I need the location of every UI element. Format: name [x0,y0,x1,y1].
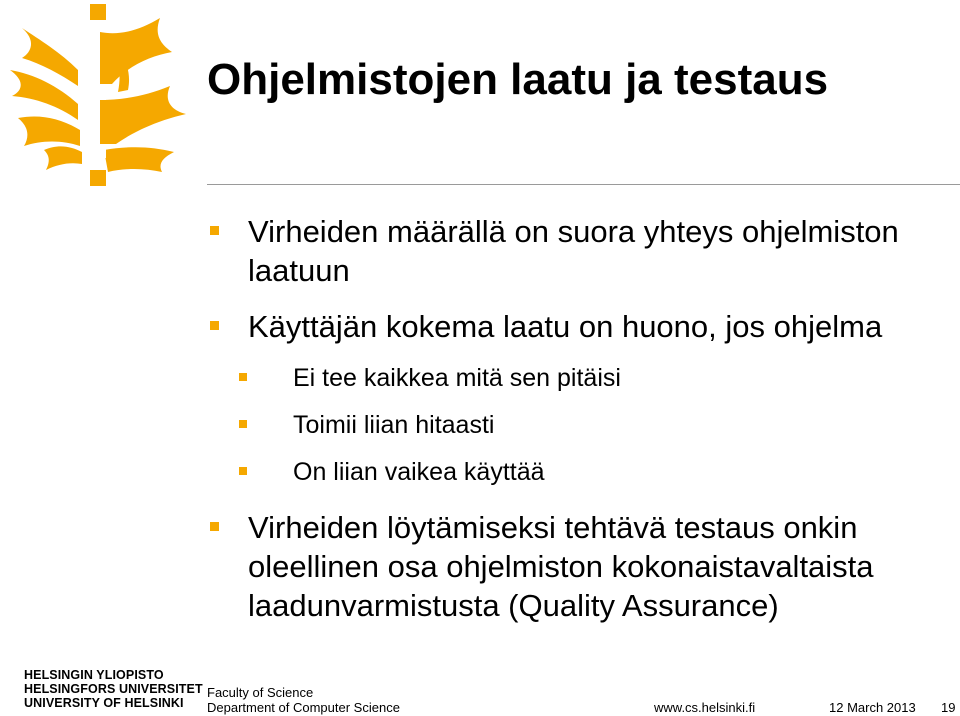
footer-department: Department of Computer Science [207,700,400,715]
university-name-sv: HELSINGFORS UNIVERSITET [24,682,203,696]
square-bullet-icon [210,321,219,330]
sub-bullet-text: On liian vaikea käyttää [293,458,545,486]
slide-title: Ohjelmistojen laatu ja testaus [207,55,829,104]
bullet-item [210,508,955,625]
university-name-en: UNIVERSITY OF HELSINKI [24,696,184,710]
square-bullet-icon [239,467,247,475]
bullet-item [210,212,955,290]
bullet-item [210,307,955,346]
footer-date: 12 March 2013 [829,700,916,715]
square-bullet-icon [239,373,247,381]
footer-url: www.cs.helsinki.fi [654,700,756,715]
square-bullet-icon [210,226,219,235]
sub-bullet-item [210,457,955,488]
footer-faculty: Faculty of Science [207,685,314,700]
sub-bullet-text: Toimii liian hitaasti [293,411,495,439]
flame-logo-icon [0,0,200,195]
square-bullet-icon [210,522,219,531]
bullet-text: Virheiden löytämiseksi tehtävä testaus onkin oleellinen osa ohjelmiston kokonaistavaltaista laadunvarmistusta (Quality Assurance) [248,510,874,623]
bullet-text: Käyttäjän kokema laatu on huono, jos ohjelma [248,309,883,344]
sub-bullet-text: Ei tee kaikkea mitä sen pitäisi [293,364,621,392]
page-number: 19 [941,700,956,715]
sub-bullet-item [210,410,955,441]
title-divider [207,184,960,185]
university-name-fi: HELSINGIN YLIOPISTO [24,668,164,682]
square-bullet-icon [239,420,247,428]
bullet-list [210,212,955,642]
bullet-text: Virheiden määrällä on suora yhteys ohjelmiston laatuun [248,214,899,288]
sub-bullet-item [210,363,955,394]
university-wordmark [24,668,203,710]
footer-affiliation [207,685,400,715]
